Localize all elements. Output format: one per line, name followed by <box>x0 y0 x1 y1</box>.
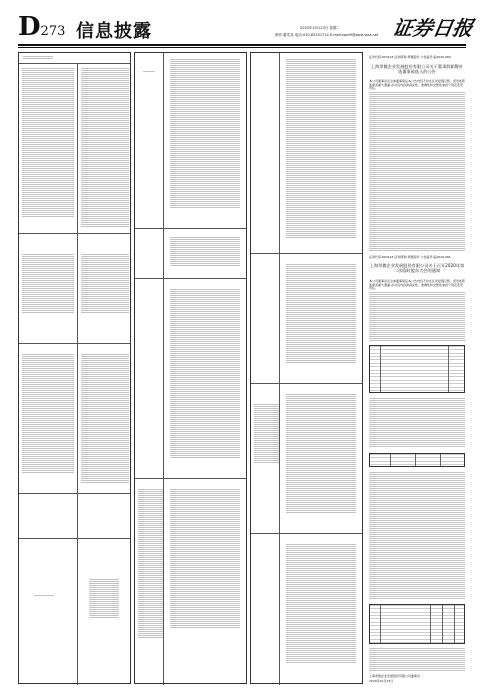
date-line: 2020年10月23日 星期二 <box>300 26 340 30</box>
proxy-form-table <box>369 604 465 644</box>
table-row <box>19 538 130 685</box>
announcement-2-body-3 <box>369 472 465 600</box>
masthead-rule-thin <box>18 47 466 48</box>
table-header-row <box>19 53 130 63</box>
disclosure-table-column-3 <box>250 52 363 684</box>
agenda-table <box>369 345 465 393</box>
announcement-1-title: 上海翠微企业发展股份有限公司关于董事辞职暨补选董事候选人的公告 <box>370 64 464 74</box>
table-row <box>251 253 362 383</box>
announcement-2-title: 上海翠微企业发展股份有限公司关于召开2020年第二次临时股东大会的通知 <box>369 263 465 273</box>
page-num: 273 <box>40 24 66 39</box>
table-row <box>135 228 246 278</box>
table-row <box>135 478 246 685</box>
table-row <box>19 233 130 343</box>
announcement-1-body <box>369 92 465 252</box>
table-row <box>19 343 130 493</box>
masthead <box>0 0 484 50</box>
announcement-2-code: 证券代码:603123 证券简称:翠微股份 公告编号:临2020-061 <box>369 255 451 259</box>
contact-line: 制作:董雪花 电话:010-83251714 E-mail:zqrb9@zqrb.sina.net <box>275 33 379 37</box>
table-row <box>135 278 246 478</box>
announcement-2-body-2 <box>369 398 465 448</box>
newspaper-logo: 证券日报 <box>390 16 475 40</box>
table-row <box>251 53 362 253</box>
footer-date: 2020年10月23日 <box>369 679 394 683</box>
table-row <box>251 383 362 533</box>
table-row <box>135 53 246 228</box>
table-row <box>251 533 362 685</box>
disclosure-table-column-1 <box>18 52 131 684</box>
section-title: 信息披露 <box>76 21 152 42</box>
page-number <box>18 14 65 45</box>
announcement-1-code: 证券代码:603123 证券简称:翠微股份 公告编号:临2020-060 <box>369 55 451 59</box>
announcement-2-body-4 <box>369 648 465 672</box>
share-class-table <box>369 453 465 467</box>
footer-signature: 上海翠微企业发展股份有限公司董事会 <box>369 674 421 678</box>
masthead-rule <box>18 44 466 46</box>
announcement-1-lead: 本公司董事会及全体董事保证本公告内容不存在任何虚假记载、误导性陈述或者重大遗漏,并对其内容的真实性、准确性和完整性承担个别及连带责任。 <box>369 79 466 90</box>
announcement-2-lead: 本公司董事会及全体董事保证本公告内容不存在任何虚假记载、误导性陈述或者重大遗漏,并对其内容的真实性、准确性和完整性承担个别及连带责任。 <box>369 279 466 290</box>
announcement-2-body <box>369 292 465 342</box>
disclosure-table-column-2 <box>134 52 247 684</box>
page-letter: D <box>18 12 41 42</box>
table-row <box>19 63 130 233</box>
table-row <box>19 493 130 538</box>
